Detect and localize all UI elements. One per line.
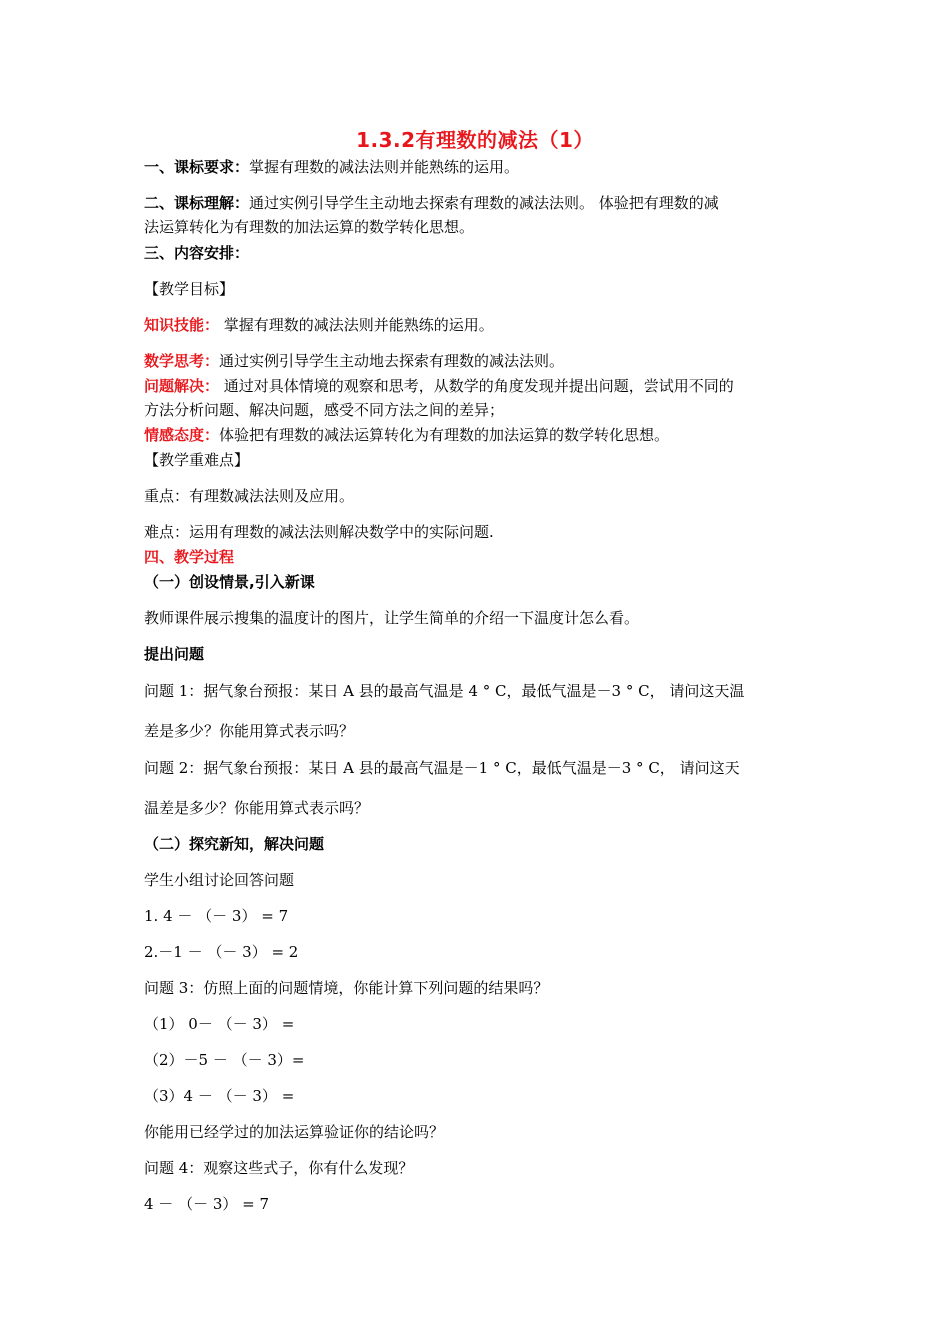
page-title: 1.3.2有理数的减法（1） (356, 128, 594, 152)
equation-2: 2.－1 － （－ 3） = 2 (144, 943, 299, 961)
teaching-goal-header: 【教学目标】 (144, 280, 235, 298)
question1-line2: 差是多少？你能用算式表示吗？ (144, 722, 355, 740)
question1-line1: 问题 1：据气象台预报：某日 A 县的最高气温是 4 ° C，最低气温是－3 ° C， 请问这天温 (144, 682, 745, 700)
knowledge-skill (144, 314, 494, 336)
intro-text: 教师课件展示搜集的温度计的图片，让学生简单的介绍一下温度计怎么看。 (144, 609, 640, 627)
goal-label: 数学思考： (144, 352, 220, 370)
standard-requirement (144, 156, 519, 178)
goal-text: 通过对具体情境的观察和思考，从数学的角度发现并提出问题，尝试用不同的 (219, 377, 734, 395)
equation-3: 4 － （－ 3） = 7 (144, 1195, 270, 1213)
discuss-text: 学生小组讨论回答问题 (144, 871, 295, 889)
exercise-1: （1） 0－ （－ 3） = (144, 1015, 295, 1033)
teaching-process-heading: 四、教学过程 (144, 548, 235, 566)
part2-heading: （二）探究新知，解决问题 (144, 835, 325, 853)
difficult-point: 难点：运用有理数的减法法则解决数学中的实际问题. (144, 523, 494, 541)
raise-question-heading: 提出问题 (144, 645, 205, 663)
goal-text: 掌握有理数的减法法则并能熟练的运用。 (219, 316, 494, 334)
section-text: 掌握有理数的减法法则并能熟练的运用。 (249, 158, 520, 176)
part1-heading: （一）创设情景,引入新课 (144, 573, 315, 591)
standard-understanding-line2: 法运算转化为有理数的加法运算的数学转化思想。 (144, 218, 475, 236)
section-text: 通过实例引导学生主动地去探索有理数的减法法则。 体验把有理数的减 (249, 194, 719, 212)
problem-solving-line1 (144, 375, 734, 397)
section-label: 二、课标理解： (144, 194, 250, 212)
question2-line1: 问题 2：据气象台预报：某日 A 县的最高气温是－1 ° C，最低气温是－3 ° C， 请问这天 (144, 759, 740, 777)
verify-text: 你能用已经学过的加法运算验证你的结论吗？ (144, 1123, 445, 1141)
key-difficulty-header: 【教学重难点】 (144, 451, 250, 469)
key-point: 重点：有理数减法法则及应用。 (144, 487, 355, 505)
problem-solving-line2: 方法分析问题、解决问题，感受不同方法之间的差异； (144, 401, 505, 419)
equation-1: 1. 4 － （－ 3） = 7 (144, 907, 289, 925)
standard-understanding-line1 (144, 192, 719, 214)
math-thinking (144, 350, 564, 372)
question3: 问题 3：仿照上面的问题情境，你能计算下列问题的结果吗？ (144, 979, 549, 997)
content-arrangement-heading: 三、内容安排： (144, 244, 250, 262)
question4: 问题 4：观察这些式子，你有什么发现？ (144, 1159, 414, 1177)
question2-line2: 温差是多少？你能用算式表示吗？ (144, 799, 370, 817)
goal-label: 情感态度： (144, 426, 220, 444)
exercise-2: （2）－5 － （－ 3）= (144, 1051, 305, 1069)
emotional-attitude (144, 424, 669, 446)
exercise-3: （3）4 － （－ 3） = (144, 1087, 295, 1105)
section-label: 一、课标要求： (144, 158, 250, 176)
goal-label: 知识技能： (144, 316, 220, 334)
goal-text: 体验把有理数的减法运算转化为有理数的加法运算的数学转化思想。 (219, 426, 670, 444)
goal-label: 问题解决： (144, 377, 220, 395)
goal-text: 通过实例引导学生主动地去探索有理数的减法法则。 (219, 352, 565, 370)
